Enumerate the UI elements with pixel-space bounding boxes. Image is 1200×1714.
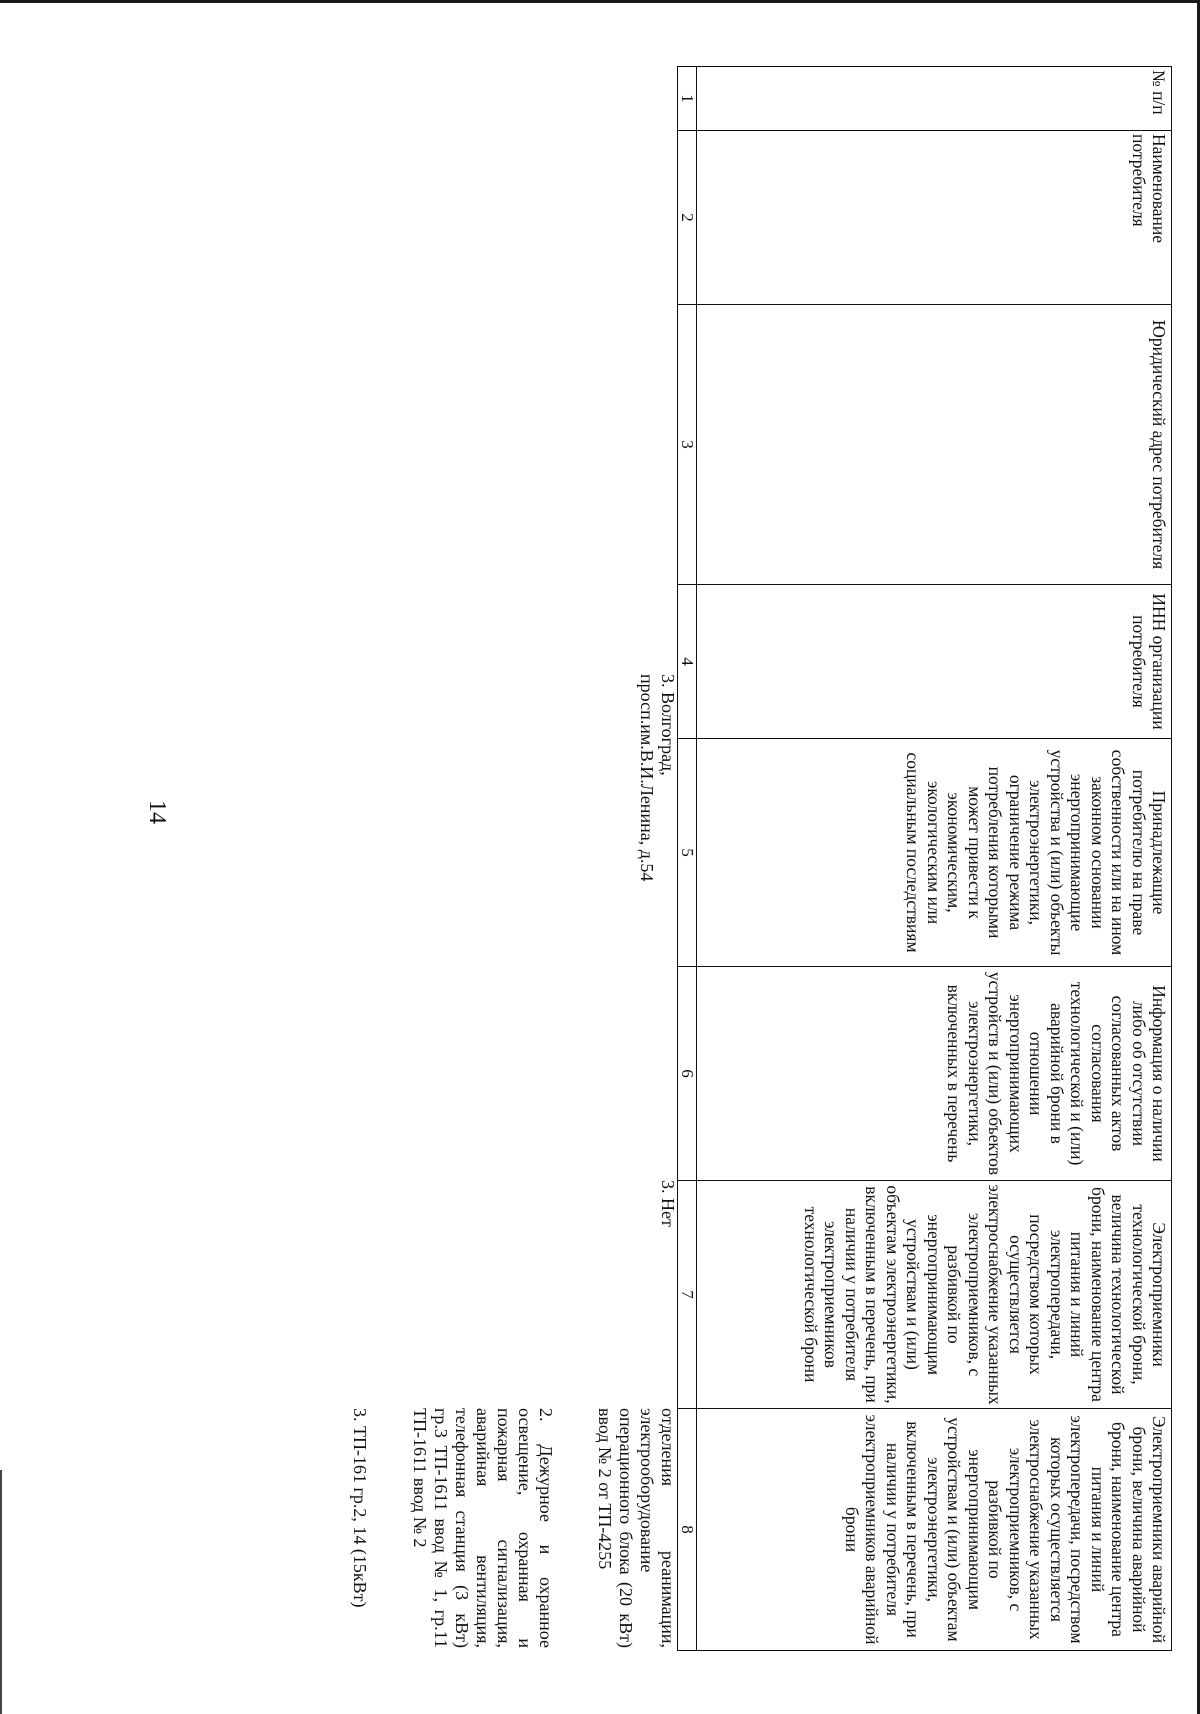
column-number: 7 — [678, 1181, 697, 1409]
header-tech-reserve: Электроприемники технологической брони, величина технологической брони, наименование центра питания и линий электропередачи, посредством которых осуществляется электроснабжение указанных электроприемников, с разбивкой по энергопринимающим устройствам и (или) объектам электроэнергетики, включенным в перечень, при наличии у потребителя электроприемников технологической брони — [697, 1181, 1172, 1409]
table-header-row — [697, 67, 1172, 1651]
entry-emergency-item-2: 2. Дежурное и охранное освещение, охранная и пожарная сигнализация, аварийная вентиляция, телефонная станция (3 кВт) гр.3 ТП-1611 ввод № 1, гр.11 ТП-1611 ввод № 2 — [409, 1408, 556, 1648]
column-number: 4 — [678, 585, 697, 739]
reserve-table — [677, 66, 1172, 1651]
header-agreement-info: Информация о наличии либо об отсутствии согласованных актов согласования технологической и (или) аварийной брони в отношении энергопринимающих устройств и (или) объектов электроэнергетики, включенных в перечень — [697, 967, 1172, 1181]
column-number: 2 — [678, 131, 697, 305]
entry-emergency-item-1: отделения реанимации, электрооборудование операционного блока (20 кВт) ввод № 2 от ТП-4255 — [594, 1408, 678, 1648]
header-inn: ИНН организации потребителя — [697, 585, 1172, 739]
entry-legal-address: 3. Волгоград, просп.им.В.И.Ленина, д.54 — [636, 674, 678, 882]
entry-emergency-item-3: 3. ТП-161 гр.2, 14 (15кВт) — [350, 1408, 370, 1608]
column-number: 6 — [678, 967, 697, 1181]
column-number: 8 — [678, 1409, 697, 1651]
header-number: № п/п — [697, 67, 1172, 131]
header-emergency-reserve: Электроприемники аварийной брони, величина аварийной брони, наименование центра питания и линий электропередачи, посредством которых осуществляется электроснабжение указанных электроприемников, с разбивкой по энергопринимающим устройствам и (или) объектам электроэнергетики, включенным в перечень, при наличии у потребителя электроприемников аварийной брони — [697, 1409, 1172, 1651]
header-consumer-name: Наименование потребителя — [697, 131, 1172, 305]
header-legal-address: Юридический адрес потребителя — [697, 305, 1172, 585]
header-devices: Принадлежащие потребителю на праве собственности или на ином законном основании энергопринимающие устройства и (или) объекты электроэнергетики, ограничение режима потребления которыми может привести к экономическим, экологическим или социальным последствиям — [697, 739, 1172, 967]
column-number-row — [678, 67, 697, 1651]
column-number: 5 — [678, 739, 697, 967]
column-number: 1 — [678, 67, 697, 131]
page-number: 14 — [144, 800, 170, 824]
entry-tech-reserve: 3. Нет — [658, 1180, 678, 1227]
column-number: 3 — [678, 305, 697, 585]
